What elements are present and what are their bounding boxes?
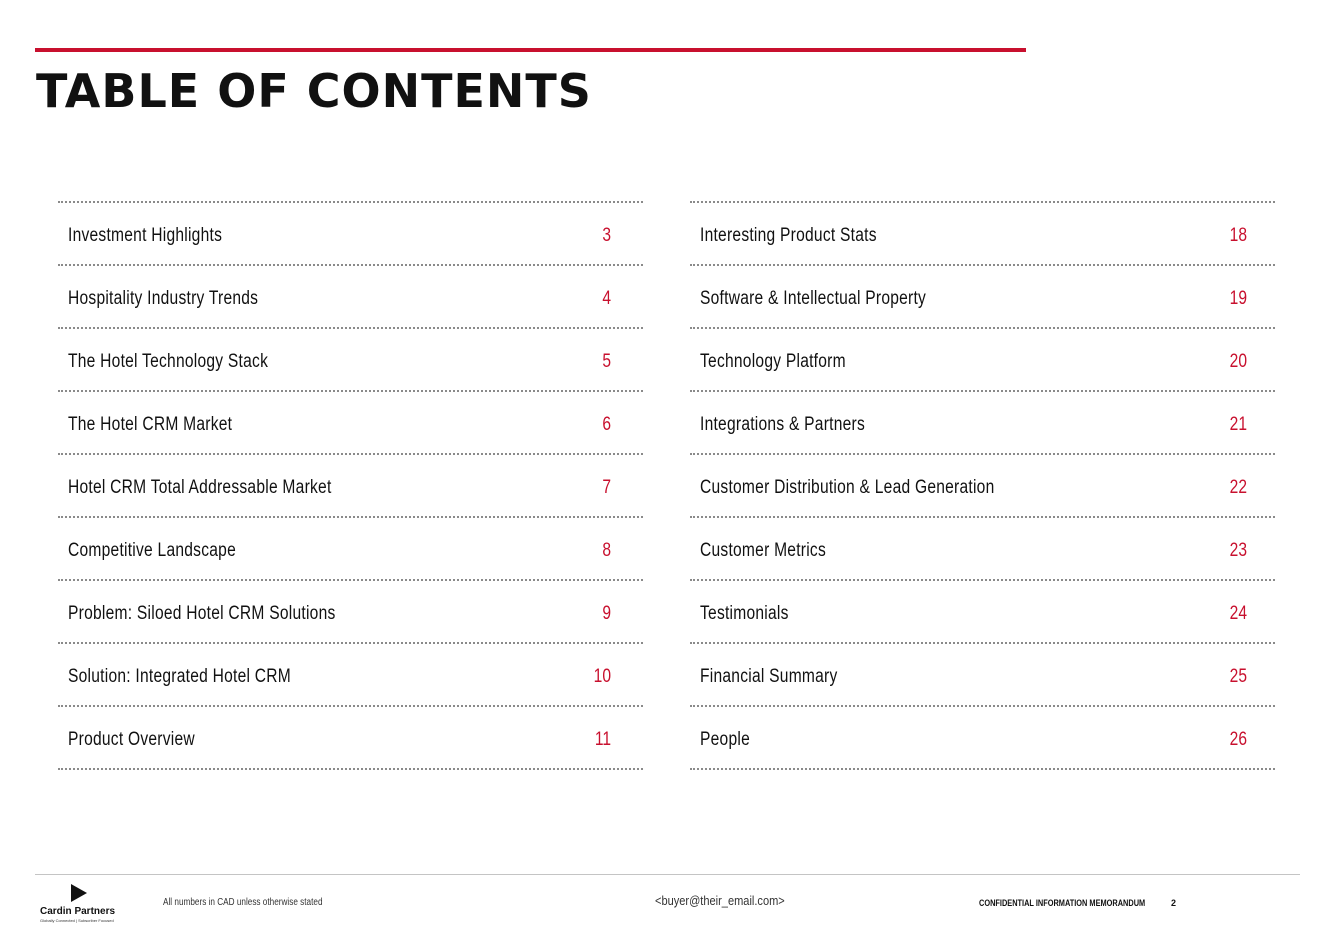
top-accent-rule <box>35 48 1026 52</box>
toc-entry-label: Customer Distribution & Lead Generation <box>700 477 995 498</box>
company-logo <box>40 884 122 924</box>
toc-entry-page: 21 <box>1229 414 1247 435</box>
toc-entry[interactable] <box>690 392 1275 455</box>
toc-entry-label: Problem: Siloed Hotel CRM Solutions <box>68 603 336 624</box>
footer-divider <box>35 874 1300 875</box>
toc-entry-label: The Hotel CRM Market <box>68 414 233 435</box>
logo-name: Cardin Partners <box>40 906 116 917</box>
toc-entry-page: 5 <box>602 351 611 372</box>
toc-column-left <box>58 201 643 770</box>
toc-entry-label: Financial Summary <box>700 666 838 687</box>
toc-entry[interactable] <box>690 581 1275 644</box>
toc-entry-label: Customer Metrics <box>700 540 826 561</box>
toc-entry-page: 18 <box>1229 225 1247 246</box>
toc-entry[interactable] <box>690 707 1275 770</box>
toc-entry-page: 25 <box>1229 666 1247 687</box>
toc-entry-page: 3 <box>602 225 611 246</box>
toc-entry[interactable] <box>58 644 643 707</box>
logo-tagline: Globally Connected | Subscriber Focused <box>40 918 114 923</box>
toc-entry-label: Hospitality Industry Trends <box>68 288 259 309</box>
toc-entry-page: 6 <box>602 414 611 435</box>
toc-entry-page: 23 <box>1229 540 1247 561</box>
toc-entry[interactable] <box>690 329 1275 392</box>
page-title: TABLE OF CONTENTS <box>36 64 592 118</box>
toc-entry-label: Solution: Integrated Hotel CRM <box>68 666 292 687</box>
toc-entry[interactable] <box>690 203 1275 266</box>
toc-entry-page: 26 <box>1229 729 1247 750</box>
toc-entry-label: Hotel CRM Total Addressable Market <box>68 477 332 498</box>
currency-note: All numbers in CAD unless otherwise stated <box>163 897 323 908</box>
page-number: 2 <box>1171 898 1177 908</box>
toc-entry-page: 20 <box>1229 351 1247 372</box>
toc-entry-label: Software & Intellectual Property <box>700 288 927 309</box>
toc-entry-page: 9 <box>602 603 611 624</box>
toc-entry[interactable] <box>58 707 643 770</box>
toc-entry-page: 11 <box>594 729 611 750</box>
toc-entry-label: The Hotel Technology Stack <box>68 351 269 372</box>
toc-entry[interactable] <box>690 266 1275 329</box>
toc-entry[interactable] <box>58 203 643 266</box>
toc-entry-page: 7 <box>602 477 611 498</box>
toc-entry-page: 19 <box>1229 288 1247 309</box>
toc-entry-label: Testimonials <box>700 603 789 624</box>
toc-entry[interactable] <box>58 266 643 329</box>
toc-entry-page: 22 <box>1229 477 1247 498</box>
toc-entry-page: 4 <box>602 288 611 309</box>
toc-entry-label: Product Overview <box>68 729 195 750</box>
toc-entry[interactable] <box>58 455 643 518</box>
toc-entry-page: 10 <box>593 666 611 687</box>
toc-entry-label: Technology Platform <box>700 351 846 372</box>
toc-entry-page: 8 <box>602 540 611 561</box>
toc-entry-label: Interesting Product Stats <box>700 225 877 246</box>
toc-entry-label: Investment Highlights <box>68 225 223 246</box>
toc-entry[interactable] <box>58 581 643 644</box>
toc-entry[interactable] <box>58 518 643 581</box>
toc-entry-label: Competitive Landscape <box>68 540 236 561</box>
play-triangle-icon <box>71 884 87 902</box>
toc-entry[interactable] <box>58 392 643 455</box>
toc-entry-label: Integrations & Partners <box>700 414 866 435</box>
toc-entry[interactable] <box>690 455 1275 518</box>
toc-entry[interactable] <box>58 329 643 392</box>
confidential-label: CONFIDENTIAL INFORMATION MEMORANDUM <box>979 898 1146 908</box>
toc-column-right <box>690 201 1275 770</box>
toc-entry-label: People <box>700 729 750 750</box>
contact-email[interactable]: <buyer@their_email.com> <box>655 893 785 908</box>
toc-entry[interactable] <box>690 644 1275 707</box>
toc-entry-page: 24 <box>1229 603 1247 624</box>
toc-entry[interactable] <box>690 518 1275 581</box>
